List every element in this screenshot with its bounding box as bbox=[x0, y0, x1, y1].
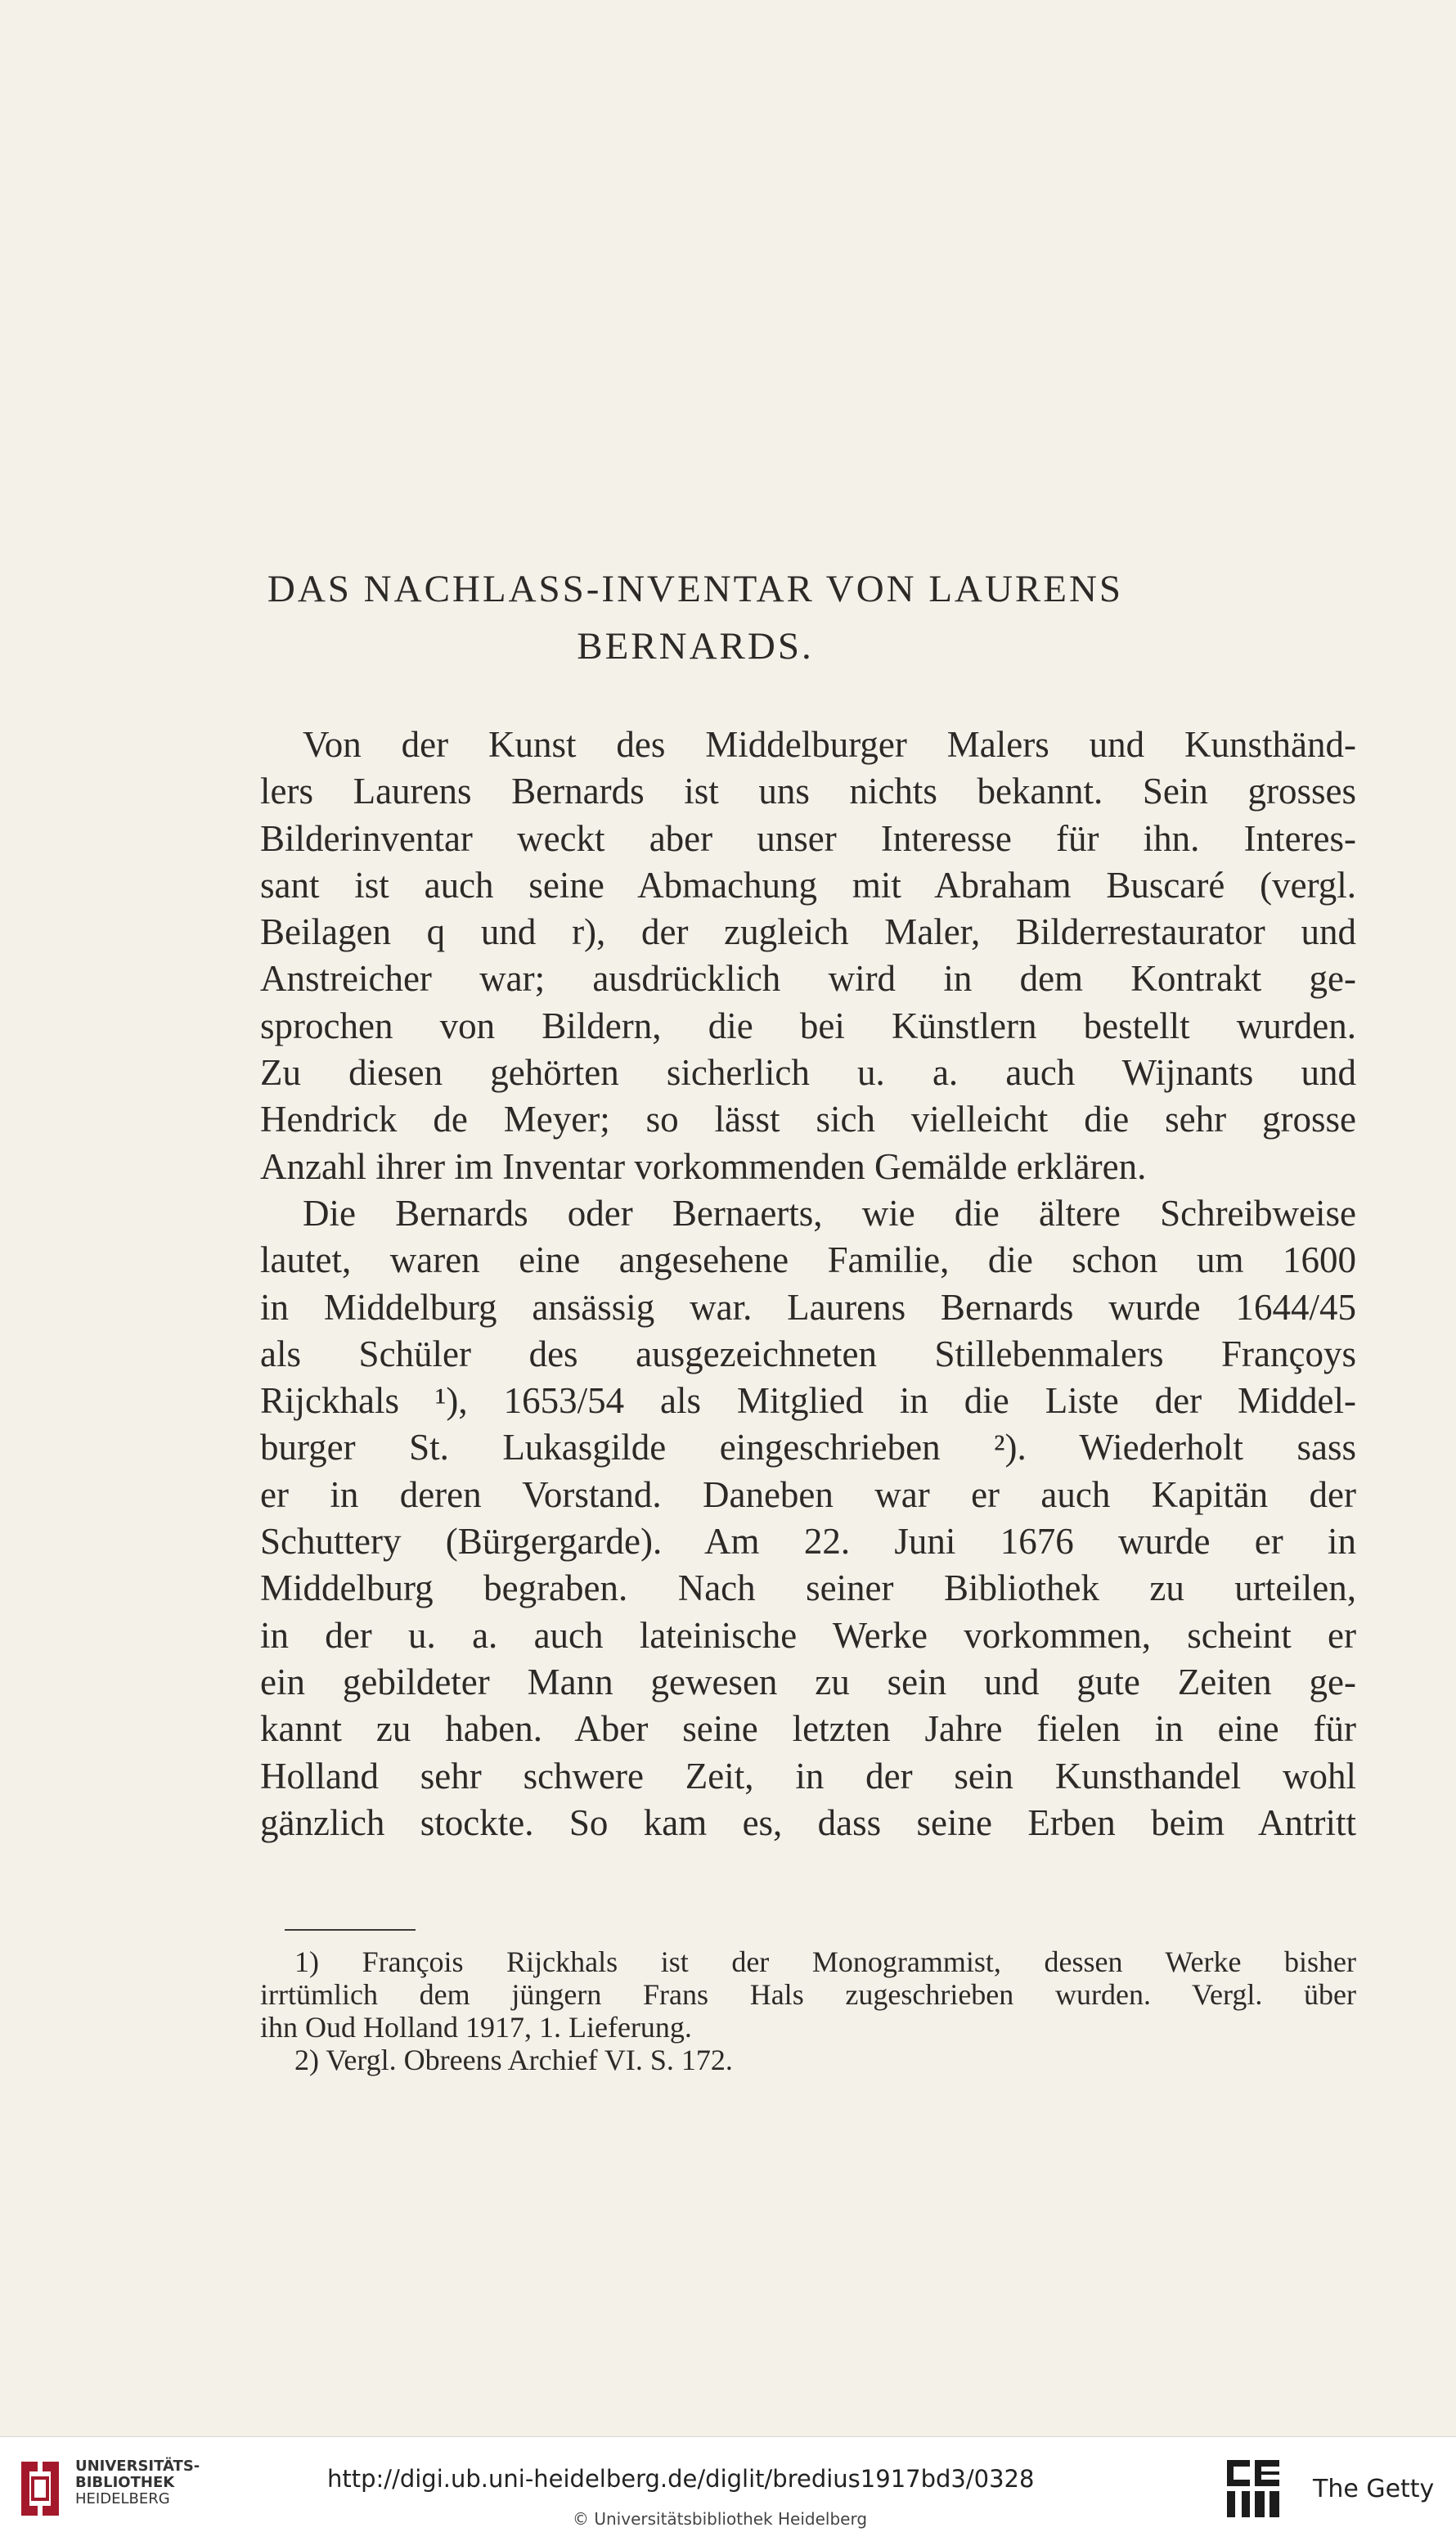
copyright-notice: © Universitätsbibliothek Heidelberg bbox=[573, 2509, 868, 2529]
document-title-line-2: BERNARDS. bbox=[577, 625, 814, 668]
text-line: in der u. a. auch lateinische Werke vorkommen, scheint er bbox=[260, 1614, 1356, 1656]
footnote-line: 1) François Rijckhals ist der Monogrammist, dessen Werke bisher bbox=[294, 1945, 1356, 1978]
text-line: gänzlich stockte. So kam es, dass seine Erben beim Antritt bbox=[260, 1801, 1356, 1843]
text-line: sant ist auch seine Abmachung mit Abraham Buscaré (vergl. bbox=[260, 864, 1356, 906]
text-line: Anstreicher war; ausdrücklich wird in dem Kontrakt ge- bbox=[260, 958, 1356, 1000]
getty-label: The Getty bbox=[1313, 2475, 1435, 2503]
text-line: Holland sehr schwere Zeit, in der sein Kunsthandel wohl bbox=[260, 1755, 1356, 1797]
getty-logo-icon[interactable] bbox=[1224, 2455, 1283, 2522]
text-line: Von der Kunst des Middelburger Malers und Kunsthänd- bbox=[303, 724, 1356, 765]
text-line: als Schüler des ausgezeichneten Stillebenmalers Françoys bbox=[260, 1333, 1356, 1374]
text-line: Bilderinventar weckt aber unser Interesse für ihn. Interes- bbox=[260, 817, 1356, 859]
footnotes bbox=[260, 1945, 1356, 2076]
text-line: Zu diesen gehörten sicherlich u. a. auch Wijnants und bbox=[260, 1052, 1356, 1094]
viewer-footer bbox=[0, 2436, 1456, 2541]
text-line: kannt zu haben. Aber seine letzten Jahre fielen in eine für bbox=[260, 1708, 1356, 1750]
footnote-line: ihn Oud Holland 1917, 1. Lieferung. bbox=[260, 2011, 692, 2044]
library-name-line: UNIVERSITÄTS- bbox=[75, 2458, 200, 2475]
footnote-line: 2) Vergl. Obreens Archief VI. S. 172. bbox=[294, 2044, 733, 2076]
footnote-divider bbox=[285, 1929, 416, 1931]
library-name bbox=[75, 2458, 200, 2507]
text-line: ein gebildeter Mann gewesen zu sein und gute Zeiten ge- bbox=[260, 1661, 1356, 1702]
library-name-line: HEIDELBERG bbox=[75, 2490, 170, 2507]
library-name-line: BIBLIOTHEK bbox=[75, 2474, 175, 2491]
text-line: Anzahl ihrer im Inventar vorkommenden Gemälde erklären. bbox=[260, 1145, 1147, 1187]
university-library-logo-icon[interactable] bbox=[15, 2455, 65, 2522]
text-line: in Middelburg ansässig war. Laurens Bernards wurde 1644/45 bbox=[260, 1286, 1356, 1328]
text-line: Middelburg begraben. Nach seiner Bibliothek zu urteilen, bbox=[260, 1567, 1356, 1609]
footnote-line: irrtümlich dem jüngern Frans Hals zugeschrieben wurden. Vergl. über bbox=[260, 1978, 1356, 2011]
text-line: Schuttery (Bürgergarde). Am 22. Juni 1676 wurde er in bbox=[260, 1521, 1356, 1563]
text-line: Die Bernards oder Bernaerts, wie die ältere Schreibweise bbox=[303, 1192, 1356, 1234]
text-line: sprochen von Bildern, die bei Künstlern bestellt wurden. bbox=[260, 1005, 1356, 1046]
text-line: er in deren Vorstand. Daneben war er auch Kapitän der bbox=[260, 1473, 1356, 1515]
document-title-line-1: DAS NACHLASS-INVENTAR VON LAURENS bbox=[267, 568, 1124, 610]
text-line: lers Laurens Bernards ist uns nichts bekannt. Sein grosses bbox=[260, 771, 1356, 812]
text-line: burger St. Lukasgilde eingeschrieben ²). Wiederholt sass bbox=[260, 1427, 1356, 1468]
permalink-url[interactable]: http://digi.ub.uni-heidelberg.de/diglit/bredius1917bd3/0328 bbox=[327, 2465, 1035, 2493]
text-line: Hendrick de Meyer; so lässt sich vielleicht die sehr grosse bbox=[260, 1099, 1356, 1140]
body-text bbox=[260, 722, 1356, 1846]
text-line: Rijckhals ¹), 1653/54 als Mitglied in die Liste der Middel- bbox=[260, 1380, 1356, 1422]
text-line: lautet, waren eine angesehene Familie, die schon um 1600 bbox=[260, 1239, 1356, 1281]
text-line: Beilagen q und r), der zugleich Maler, Bilderrestaurator und bbox=[260, 911, 1356, 953]
